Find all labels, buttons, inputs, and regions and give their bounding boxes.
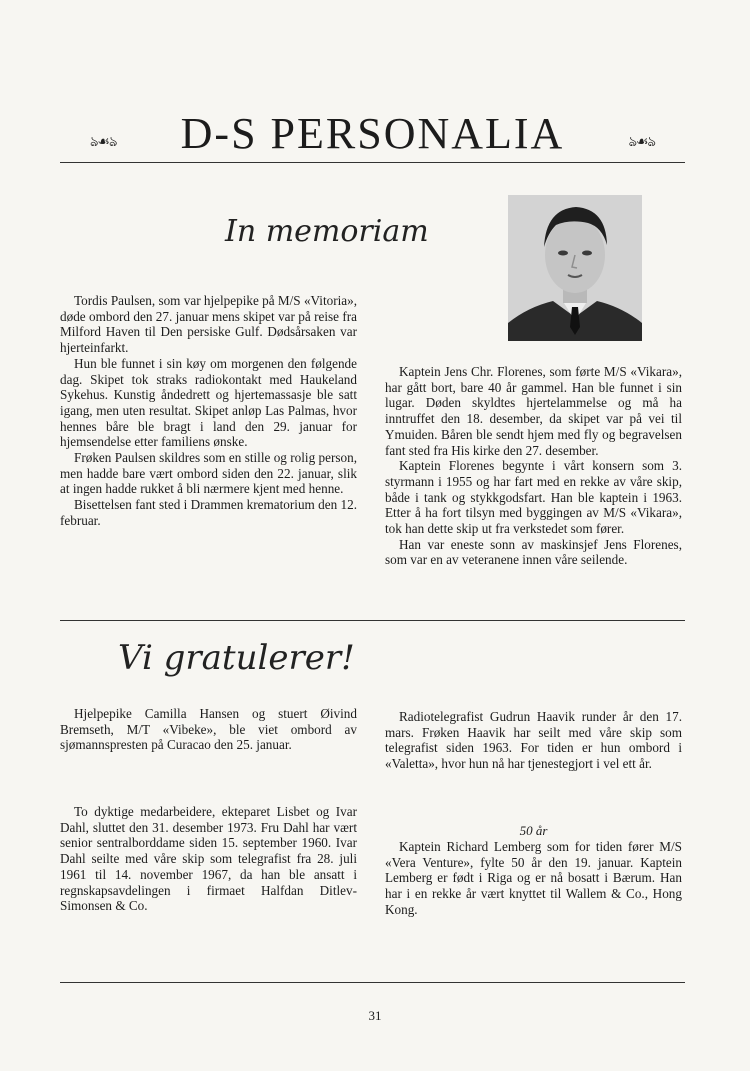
congrats-paragraph: Radiotelegrafist Gudrun Haavik runder år den 17. mars. Frøken Haavik har seilt med våre skip som telegrafist siden 1963. For tiden er hun ombord i «Valetta», hvor hun nå har tjenestegjort i vel ett år. [385,709,682,772]
memoriam-paragraph: Kaptein Florenes begynte i vårt konsern som 3. styrmann i 1955 og har fart med en rekke av våre skip, både i tank og stykkgodsfart. Han ble kaptein i 1963. Etter å ha fort tilsyn med byggingen av M/S «Vikara», tok han dette skip ut fra verkstedet som fører. [385,458,682,537]
congrats-left-block-2 [60,804,357,914]
header-rule [60,162,685,163]
memoriam-paragraph: Kaptein Jens Chr. Florenes, som førte M/S «Vikara», har gått bort, bare 40 år gammel. Han ble funnet i sin lugar. Døden skyldtes hjertelammelse og må ha inntruffet den 18. desember, da skipet var på vei til Ymuiden. Båren ble sendt hjem med fly og begravelsen fant sted fra His kirke den 27. desember. [385,364,682,458]
memoriam-paragraph: Han var eneste sonn av maskinsjef Jens Florenes, som var en av veteranene innen våre seilende. [385,536,682,568]
congrats-right-block-2 [385,839,682,918]
congrats-paragraph: Hjelpepike Camilla Hansen og stuert Øivind Bremseth, M/T «Vibeke», ble viet ombord av sjømannspresten på Curacao den 25. januar. [60,706,357,753]
memoriam-right-column [385,364,682,568]
portrait-image [508,195,642,341]
congrats-paragraph: Kaptein Richard Lemberg som for tiden fører M/S «Vera Venture», fylte 50 år den 19. januar. Kaptein Lemberg er født i Riga og er nå bosatt i Bærum. Han har i en rekke år vært knyttet til Wallem & Co., Hong Kong. [385,839,682,917]
memoriam-paragraph: Bisettelsen fant sted i Drammen krematorium den 12. februar. [60,497,357,528]
congrats-heading: Vi gratulerer! [118,638,355,678]
memoriam-paragraph: Hun ble funnet i sin køy om morgenen den følgende dag. Skipet tok straks radiokontakt med Haukeland Sykehus. Kunstig åndedrett og hjertemassasje ble satt igang, men uten resultat. Skipet anløp Las Palmas, hvor hennes båre ble bragt i land den 29. januar for hjemsendelse etter familiens ønske. [60,355,357,450]
footer-rule [60,982,685,983]
page-title: D-S PERSONALIA [180,109,565,158]
section-rule [60,620,685,621]
memoriam-left-column [60,293,357,529]
page-header [60,108,685,162]
memoriam-paragraph: Frøken Paulsen skildres som en stille og rolig person, men hadde bare vært ombord siden den 22. januar, slik at ingen hadde rukket å bli nærmere kjent med henne. [60,450,357,497]
congrats-paragraph: To dyktige medarbeidere, ekteparet Lisbet og Ivar Dahl, sluttet den 31. desember 1973. Fru Dahl har vært senior sentralborddame siden 15. september 1960. Ivar Dahl seilte med våre skip som telegrafist fra 28. juli 1961 til 14. november 1967, da han ble ansatt i regnskapsavdelingen i firmaet Halfdan Ditlev-Simonsen & Co. [60,804,357,914]
memoriam-heading: In memoriam [225,214,429,249]
congrats-left-block-1 [60,706,357,753]
congrats-right-block-1 [385,709,682,772]
memoriam-paragraph: Tordis Paulsen, som var hjelpepike på M/S «Vitoria», døde ombord den 27. januar mens skipet var på reise fra Milford Haven til Den persiske Gulf. Dødsårsaken var hjerteinfarkt. [60,293,357,356]
page-number: 31 [368,1008,382,1023]
ornament-left-icon: ঌ☙ঌ [90,135,117,150]
congrats-subheading: 50 år [519,823,548,838]
portrait-photo [508,195,642,341]
ornament-right-icon: ঌ☙ঌ [628,135,655,150]
